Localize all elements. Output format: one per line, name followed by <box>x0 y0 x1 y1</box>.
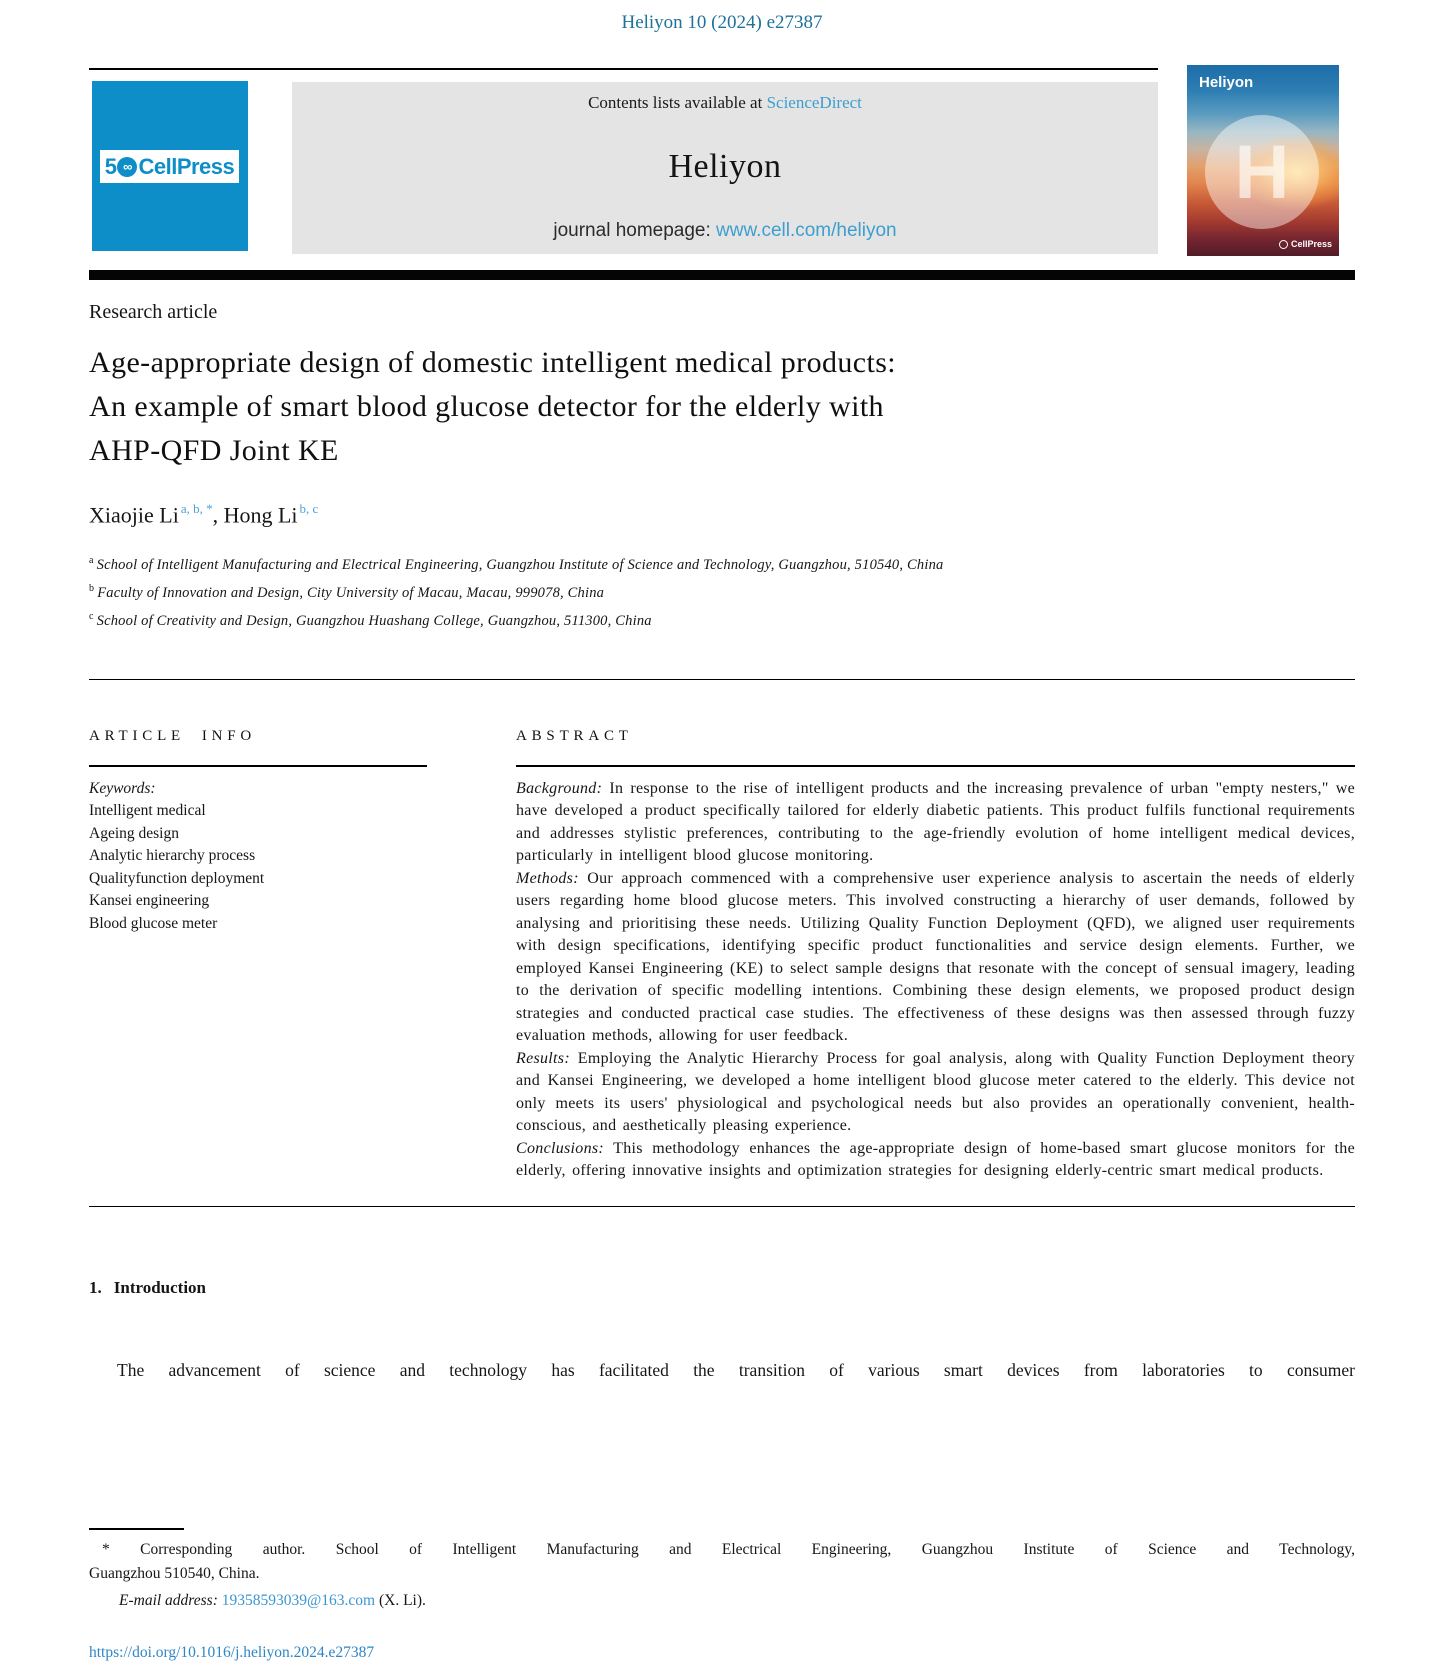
affiliation-superscript: a <box>89 555 94 567</box>
abstract-text: In response to the rise of intelligent products and the increasing prevalence of urban "empty nesters," we have developed a product specifically tailored for elderly diabetic patients. This product fulfils functional requirements and addresses stylistic preferences, contributing to the age-friendly evolution of home intelligent medical devices, particularly in intelligent blood glucose monitoring. <box>516 779 1355 864</box>
author-name: Xiaojie Li <box>89 502 179 528</box>
keyword-item: Analytic hierarchy process <box>89 847 256 864</box>
email-suffix: (X. Li). <box>378 1592 426 1609</box>
affiliation-text: School of Creativity and Design, Guangzhou Huashang College, Guangzhou, 511300, China <box>96 612 652 629</box>
author-superscript[interactable]: b, c <box>299 501 319 516</box>
contents-prefix: Contents lists available at <box>588 93 763 112</box>
article-title <box>89 341 1355 473</box>
author-name: Hong Li <box>223 502 298 528</box>
email-line <box>89 1589 1355 1613</box>
column-gap <box>427 680 516 1182</box>
info-abstract-section <box>89 680 1355 1182</box>
cover-h-circle <box>1205 115 1319 229</box>
contents-line <box>588 93 862 113</box>
cover-journal-name: Heliyon <box>1199 74 1254 91</box>
corresponding-author-note <box>89 1538 1355 1562</box>
footnote-block <box>89 1528 1355 1613</box>
article-type-label: Research article <box>89 301 218 323</box>
affiliation-list <box>89 549 1355 632</box>
keyword-item: Intelligent medical <box>89 802 206 819</box>
homepage-prefix: journal homepage: <box>553 220 711 241</box>
cover-h-letter: H <box>1234 130 1290 215</box>
journal-title: Heliyon <box>668 147 782 185</box>
cellpress-wordmark <box>100 150 239 183</box>
cellpress-link-icon: ∞ <box>117 157 137 177</box>
cellpress-anniversary-number: 5 <box>104 153 117 179</box>
doi-line <box>89 1641 374 1665</box>
affiliation-item <box>89 549 1355 577</box>
email-link[interactable]: 19358593039@163.com <box>221 1592 376 1609</box>
banner <box>89 70 1355 258</box>
author-separator: , <box>212 502 224 528</box>
homepage-line <box>553 220 896 242</box>
abstract-paragraph <box>516 868 1355 1048</box>
author-superscript[interactable]: a, b, * <box>180 501 213 516</box>
abstract-paragraph <box>516 778 1355 868</box>
abstract-text: Our approach commenced with a comprehensive user experience analysis to ascertain the needs of elderly users regarding home blood glucose meters. This involved constructing a hierarchy of user demands, followed by analysing and prioritising these needs. Utilizing Quality Function Deployment (QFD), we aligned user requirements with design specifications, identifying specific product functionalities and service design elements. Further, we employed Kansei Engineering (KE) to select sample designs that resonate with the concept of sensual imagery, leading to the derivation of specific modelling intentions. Combining these design elements, we proposed product design strategies and conducted practical case studies. The effectiveness of these designs was then assessed through fuzzy evaluation methods, allowing for user feedback. <box>516 869 1355 1044</box>
section-title: Introduction <box>113 1278 207 1297</box>
corresponding-author-note-line2: Guangzhou 510540, China. <box>89 1565 260 1582</box>
abstract-label: Conclusions: <box>516 1139 605 1157</box>
abstract-text: This methodology enhances the age-appropriate design of home-based smart glucose monitors for the elderly, offering innovative insights and optimization strategies for designing elderly-centric smart medical products. <box>516 1139 1355 1179</box>
keywords-block <box>89 778 427 936</box>
journal-ref-link[interactable]: Heliyon 10 (2024) e27387 <box>621 12 823 33</box>
email-label: E-mail address: <box>119 1592 218 1609</box>
affiliation-superscript: c <box>89 610 94 622</box>
footnote-marker: * <box>102 1541 110 1558</box>
keyword-item: Blood glucose meter <box>89 914 218 932</box>
affiliation-item <box>89 605 1355 633</box>
abstract-paragraph <box>516 1048 1355 1138</box>
abstract-paragraph <box>516 1138 1355 1183</box>
column-rule <box>89 765 427 766</box>
affiliation-item <box>89 577 1355 605</box>
cover-publisher-name: CellPress <box>1290 239 1332 249</box>
abstract-column <box>516 680 1355 1182</box>
keyword-item: Qualityfunction deployment <box>89 869 265 887</box>
banner-panel <box>292 82 1158 254</box>
affiliation-text: School of Intelligent Manufacturing and Electrical Engineering, Guangzhou Institute of Science and Technology, Guangzhou, 510540, China <box>96 557 944 574</box>
authors-line <box>89 495 1355 530</box>
keyword-item: Kansei engineering <box>89 892 210 909</box>
article-info-heading: ARTICLE INFO <box>89 728 257 745</box>
article-title-line: Age-appropriate design of domestic intelligent medical products: <box>89 346 897 379</box>
abstract-body <box>516 778 1355 1183</box>
keywords-label: Keywords: <box>89 779 156 797</box>
abstract-label: Methods: <box>516 869 579 887</box>
article-title-line: An example of smart blood glucose detector for the elderly with <box>89 390 884 423</box>
abstract-text: Employing the Analytic Hierarchy Process for goal analysis, along with Quality Function Deployment theory and Kansei Engineering, we developed a home intelligent blood glucose meter catered to the elderly. This device not only meets its users' physiological and psychological needs but also provides an operationally convenient, health-conscious, and aesthetically pleasing experience. <box>516 1049 1355 1134</box>
sciencedirect-link[interactable]: ScienceDirect <box>766 93 862 112</box>
column-rule <box>516 765 1355 766</box>
affiliation-text: Faculty of Innovation and Design, City University of Macau, Macau, 999078, China <box>97 584 605 601</box>
doi-link[interactable]: https://doi.org/10.1016/j.heliyon.2024.e27387 <box>89 1644 375 1661</box>
cover-publisher-mark <box>1279 239 1332 249</box>
cellpress-name: CellPress <box>138 153 235 179</box>
footnote-text: Corresponding author. School of Intelligent Manufacturing and Electrical Engineering, Guangzhou Institute of Science and Technology, <box>140 1541 1355 1558</box>
article-info-column <box>89 680 427 1182</box>
introduction-heading <box>89 1277 1355 1299</box>
separator-bar <box>89 270 1355 280</box>
affiliation-superscript: b <box>89 583 95 595</box>
section-number: 1. <box>89 1278 102 1297</box>
abstract-heading: ABSTRACT <box>516 728 633 745</box>
footnote-divider <box>89 1528 184 1530</box>
journal-cover[interactable] <box>1187 65 1339 256</box>
homepage-link[interactable]: www.cell.com/heliyon <box>716 220 897 241</box>
keyword-item: Ageing design <box>89 824 179 842</box>
section-rule <box>89 1206 1355 1208</box>
cellpress-icon <box>1279 240 1288 249</box>
introduction-paragraph: The advancement of science and technology has facilitated the transition of various smart devices from laboratories to consumer <box>117 1360 1355 1380</box>
cellpress-logo[interactable] <box>92 81 248 251</box>
article-title-line: AHP-QFD Joint KE <box>89 434 339 467</box>
abstract-label: Background: <box>516 779 603 797</box>
abstract-label: Results: <box>516 1049 570 1067</box>
